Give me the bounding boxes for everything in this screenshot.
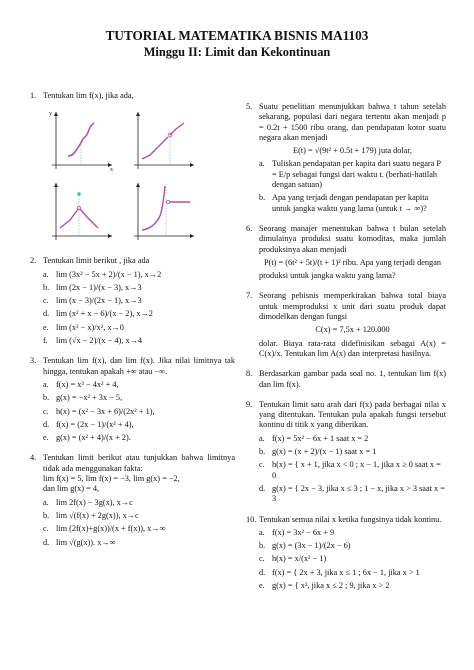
question-text: Seorang pebisnis memperkirakan bahwa total biaya untuk memproduksi x unit dari suatu produk dapat dimodelkan dengan fungsi <box>259 291 446 322</box>
page-title: TUTORIAL MATEMATIKA BISNIS MA1103 <box>105 28 369 43</box>
question-9 <box>246 400 446 505</box>
list-item: c. lim (x − 3)/(2x − 1), x→3 <box>43 296 142 306</box>
question-7 <box>246 291 446 359</box>
question-2 <box>30 256 235 346</box>
question-text: Suatu penelitian menunjukkan bahwa t tahun setelah sekarang, populasi dari negara tertentu akan menjadi p = 0.2t + 1500 ribu orang, dan pendapatan kotor suatu negara akan menjadi <box>259 102 446 142</box>
question-facts: lim f(x) = 5, lim f(x) = −3, lim g(x) = −2, <box>43 474 180 484</box>
question-text-2: dolar. Biaya rata-rata didefinisikan sebagai A(x) = C(x)/x. Tentukan lim A(x) dan interpretasi hasilnya. <box>259 338 446 358</box>
question-number: 4. <box>30 453 37 463</box>
list-item: d. g(x) = { 2x − 3, jika x ≤ 3 ; 1 − x, jika x > 3 saat x = 3 <box>259 483 445 504</box>
graph-1 <box>46 109 116 174</box>
list-item: d. lim √(g(x)). x→∞ <box>43 537 116 547</box>
list-item: c. h(x) = (x² − 3x + 6)/(2x² + 1), <box>43 406 155 416</box>
question-text: Tentukan lim f(x), jika ada, <box>43 91 134 100</box>
graph-grid <box>46 109 235 242</box>
question-text: Tentukan limit berikut atau tunjukkan bahwa limitnya tidak ada menggunakan fakta: <box>43 453 235 473</box>
question-facts-2: dan lim g(x) = 4, <box>43 484 100 494</box>
graph-3 <box>46 180 116 242</box>
list-item: a. f(x) = 5x² − 6x + 1 saat x = 2 <box>259 433 369 443</box>
question-text: Tentukan limit berikut , jika ada <box>43 256 150 266</box>
question-6 <box>246 224 446 281</box>
graph-4 <box>128 180 198 242</box>
question-number: 10. <box>246 514 257 524</box>
question-number: 2. <box>30 256 37 266</box>
page-subtitle: Minggu II: Limit dan Kekontinuan <box>143 45 331 59</box>
question-number: 6. <box>246 223 253 233</box>
question-10 <box>246 515 446 592</box>
list-item: a. f(x) = x³ − 4x² + 4, <box>43 379 119 389</box>
question-number: 9. <box>246 399 253 409</box>
list-item: e. lim (x³ − x)/x², x→0 <box>43 322 124 332</box>
question-text: Tentukan lim f(x), dan lim f(x). Jika nilai limitnya tak hingga, tentukan apakah +∞ atau −∞. <box>43 356 235 376</box>
list-item: a. lim (3x² − 5x + 2)/(x − 1), x→2 <box>43 269 162 279</box>
list-item: d. lim (x² + x − 6)/(x − 2), x→2 <box>43 309 153 319</box>
list-item: b. g(x) = (x + 2)/(x − 1) saat x = 1 <box>259 447 377 457</box>
list-item: b. g(x) = −x² + 3x − 5, <box>43 393 123 403</box>
question-text: Tentukan limit satu arah dari f(x) pada berbagai nilai x yang ditentukan. Tentukan pula apakah fungsi tersebut kontinu di titik x yang diberikan. <box>259 399 446 430</box>
list-item: b. lim √(f(x) + 2g(x)), x→c <box>43 510 139 520</box>
list-item: c. lim (2f(x)+g(x))/(x + f(x)), x→∞ <box>43 524 166 534</box>
list-item: b. lim (2x − 1)/(x − 3), x→3 <box>43 282 142 292</box>
question-text-2: produksi untuk jangka waktu yang lama? <box>259 271 396 281</box>
equation: P(t) = (6t² + 5t)/(t + 1)² ribu. Apa yang terjadi dengan <box>263 257 442 267</box>
list-item: b. Apa yang terjadi dengan pendapatan per kapita untuk jangka waktu yang lama (untuk t → ∞)? <box>259 193 429 213</box>
question-number: 1. <box>30 91 37 100</box>
list-item: b. g(x) = (3x − 1)/(2x − 6) <box>259 541 351 551</box>
question-1 <box>30 91 235 242</box>
right-column <box>246 102 446 601</box>
question-4 <box>30 453 235 547</box>
list-item: e. g(x) = { x², jika x ≤ 2 ; 9, jika x > 2 <box>259 580 390 590</box>
question-5 <box>246 102 446 214</box>
question-number: 8. <box>246 369 253 379</box>
list-item: c. h(x) = x/(x² − 1) <box>259 554 327 564</box>
list-item: c. h(x) = { x + 1, jika x < 0 ; x − 1, jika x ≥ 0 saat x = 0 <box>259 460 441 480</box>
list-item: a. lim 2f(x) − 3g(x), x→c <box>43 497 133 507</box>
question-8 <box>246 369 446 390</box>
list-item: d. f(x) = { 2x + 3, jika x ≤ 1 ; 6x − 1, jika x > 1 <box>259 567 420 577</box>
list-item: a. f(x) = 3x² − 6x + 9 <box>259 527 335 537</box>
question-number: 7. <box>246 291 253 301</box>
list-item: d. f(x) = (2x − 1)/(x² + 4), <box>43 419 134 429</box>
question-text: Berdasarkan gambar pada soal no. 1, tentukan lim f(x) dan lim f(x). <box>259 369 446 389</box>
list-item: a. Tuliskan pendapatan per kapita dari suatu negara P = E/p sebagai fungsi dari waktu t. (berhati-hatilah dengan satuan) <box>259 159 441 190</box>
list-item: e. g(x) = (x² + 4)/(x + 2). <box>43 433 131 443</box>
left-column <box>30 91 235 558</box>
y-axis-label: y <box>49 111 52 118</box>
list-item: f. lim (√x − 2)/(x − 4), x→4 <box>43 336 143 346</box>
question-number: 5. <box>246 102 253 111</box>
graph-2 <box>128 109 198 171</box>
question-text: Tentukan semua nilai x ketika fungsinya tidak kontinu. <box>259 514 442 524</box>
x-axis-label: x <box>110 167 113 174</box>
question-number: 3. <box>30 356 37 366</box>
equation: C(x) = 7,5x + 120.000 <box>315 325 390 335</box>
equation: E(t) = √(9t² + 0.5t + 179) juta dolar, <box>293 146 412 156</box>
question-3 <box>30 356 235 443</box>
question-text: Seorang manajer menentukan bahwa t bulan setelah dimulainya produksi suatu komoditas, maka jumlah produksinya akan menjadi <box>259 223 446 254</box>
